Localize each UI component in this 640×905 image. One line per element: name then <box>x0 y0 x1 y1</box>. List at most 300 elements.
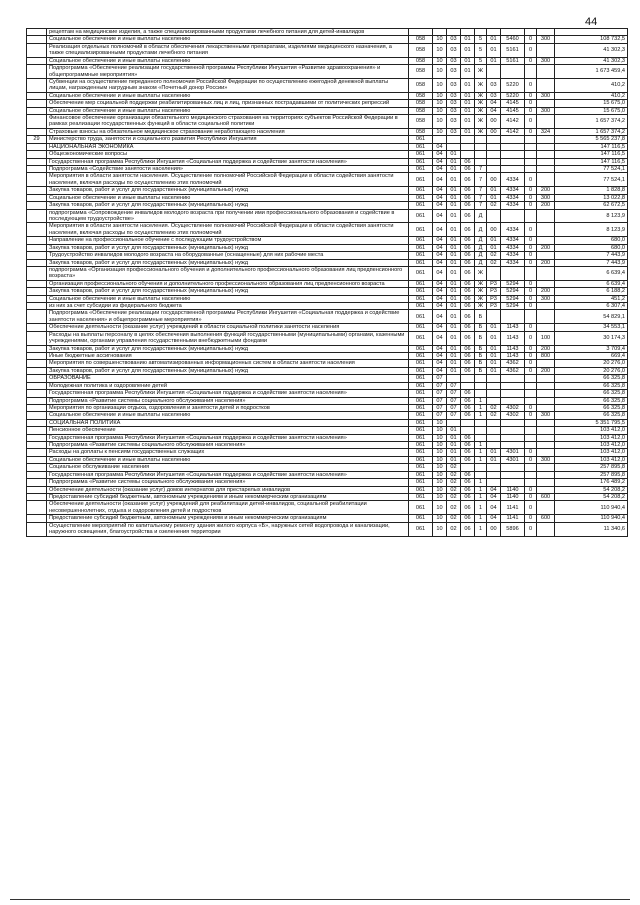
subsection-code-cell: 01 <box>447 442 461 449</box>
budget-table <box>26 28 628 537</box>
expense-type-code-cell: 300 <box>537 107 555 114</box>
sub-code-cell: 0 <box>525 331 537 345</box>
amount-cell: 680,0 <box>555 237 628 244</box>
expense-type-code-cell <box>537 434 555 441</box>
direction-code-cell <box>501 166 525 173</box>
activity-code-cell <box>487 209 501 223</box>
table-row <box>27 471 628 478</box>
direction-code-cell <box>501 419 525 426</box>
direction-code-cell <box>501 266 525 280</box>
activity-code-cell <box>487 65 501 79</box>
item-name-cell: Закупка товаров, работ и услуг для государственных (муниципальных) нужд <box>47 345 409 352</box>
subsection-code-cell <box>447 143 461 150</box>
sub-code-cell <box>525 209 537 223</box>
subprogram-code-cell: 5 <box>475 36 487 43</box>
table-row <box>27 43 628 57</box>
table-row <box>27 442 628 449</box>
ministry-code-cell: 061 <box>409 449 433 456</box>
row-number-cell <box>27 173 47 187</box>
activity-code-cell <box>487 390 501 397</box>
program-code-cell: 06 <box>461 187 475 194</box>
sub-code-cell <box>525 166 537 173</box>
table-row <box>27 310 628 324</box>
expense-type-code-cell: 200 <box>537 367 555 374</box>
subprogram-code-cell: Ж <box>475 295 487 302</box>
subsection-code-cell: 03 <box>447 115 461 129</box>
item-name-cell: Мероприятия в области занятости населения. Осуществление полномочий Российской Федерации в области содействия занятости населения, включая расходы по осуществлению этих полномочий <box>47 173 409 187</box>
subsection-code-cell: 01 <box>447 166 461 173</box>
sub-code-cell: 0 <box>525 501 537 515</box>
sub-code-cell: 0 <box>525 522 537 536</box>
expense-type-code-cell <box>537 449 555 456</box>
activity-code-cell: 04 <box>487 501 501 515</box>
table-row <box>27 456 628 463</box>
table-row <box>27 303 628 310</box>
program-code-cell: 06 <box>461 209 475 223</box>
item-name-cell: Обеспечение деятельности (оказание услуг) учреждений в области социальной политики занятости населения <box>47 324 409 331</box>
program-code-cell: 06 <box>461 331 475 345</box>
section-code-cell <box>433 29 447 36</box>
program-code-cell: 06 <box>461 237 475 244</box>
sub-code-cell: 0 <box>525 43 537 57</box>
activity-code-cell: 01 <box>487 367 501 374</box>
item-name-cell: Закупка товаров, работ и услуг для государственных (муниципальных) нужд <box>47 259 409 266</box>
subprogram-code-cell <box>475 29 487 36</box>
program-code-cell: 06 <box>461 288 475 295</box>
subsection-code-cell: 01 <box>447 360 461 367</box>
activity-code-cell <box>487 158 501 165</box>
section-code-cell: 10 <box>433 65 447 79</box>
row-number-cell <box>27 367 47 374</box>
amount-cell: 41 302,3 <box>555 43 628 57</box>
subsection-code-cell: 01 <box>447 252 461 259</box>
expense-type-code-cell: 300 <box>537 456 555 463</box>
item-name-cell: Обеспечение мер социальной поддержки реабилитированных лиц и лиц, признанных пострадавшими от политических репрессий <box>47 100 409 107</box>
ministry-code-cell: 058 <box>409 115 433 129</box>
direction-code-cell: 1143 <box>501 345 525 352</box>
subprogram-code-cell: Б <box>475 360 487 367</box>
ministry-code-cell: 061 <box>409 158 433 165</box>
table-row <box>27 280 628 287</box>
activity-code-cell: 02 <box>487 202 501 209</box>
expense-type-code-cell <box>537 266 555 280</box>
activity-code-cell: 01 <box>487 360 501 367</box>
item-name-cell: Подпрограмма «Развитие системы социального обслуживания населения» <box>47 397 409 404</box>
table-body <box>27 29 628 537</box>
amount-cell: 103 412,0 <box>555 434 628 441</box>
table-row <box>27 29 628 36</box>
subsection-code-cell: 02 <box>447 522 461 536</box>
direction-code-cell: 4142 <box>501 128 525 135</box>
expense-type-code-cell <box>537 43 555 57</box>
row-number-cell <box>27 494 47 501</box>
subprogram-code-cell: 1 <box>475 522 487 536</box>
ministry-code-cell: 061 <box>409 352 433 359</box>
sub-code-cell <box>525 464 537 471</box>
subprogram-code-cell <box>475 143 487 150</box>
program-code-cell <box>461 419 475 426</box>
ministry-code-cell: 061 <box>409 494 433 501</box>
table-row <box>27 209 628 223</box>
subsection-code-cell <box>447 419 461 426</box>
ministry-code-cell: 061 <box>409 259 433 266</box>
direction-code-cell: 1143 <box>501 331 525 345</box>
section-code-cell: 10 <box>433 78 447 92</box>
row-number-cell <box>27 324 47 331</box>
table-row <box>27 187 628 194</box>
subsection-code-cell: 03 <box>447 65 461 79</box>
item-name-cell: Закупка товаров, работ и услуг для государственных (муниципальных) нужд <box>47 202 409 209</box>
direction-code-cell: 4334 <box>501 187 525 194</box>
amount-cell: 147 116,5 <box>555 158 628 165</box>
subsection-code-cell: 02 <box>447 479 461 486</box>
item-name-cell: Социальное обслуживание населения <box>47 464 409 471</box>
section-code-cell: 10 <box>433 449 447 456</box>
item-name-cell: Направление на профессиональное обучение с последующим трудоустройством <box>47 237 409 244</box>
activity-code-cell: Р3 <box>487 295 501 302</box>
activity-code-cell: 01 <box>487 456 501 463</box>
activity-code-cell: 03 <box>487 92 501 99</box>
program-code-cell: 01 <box>461 92 475 99</box>
direction-code-cell: 4334 <box>501 194 525 201</box>
table-row <box>27 479 628 486</box>
item-name-cell: Государственная программа Республики Ингушетия «Социальная поддержка и содействие занятости населения» <box>47 390 409 397</box>
subsection-code-cell: 02 <box>447 501 461 515</box>
row-number-cell <box>27 29 47 36</box>
expense-type-code-cell: 200 <box>537 244 555 251</box>
expense-type-code-cell <box>537 404 555 411</box>
amount-cell: 669,4 <box>555 352 628 359</box>
subprogram-code-cell: 1 <box>475 479 487 486</box>
expense-type-code-cell <box>537 501 555 515</box>
item-name-cell: Подпрограмма «Обеспечение реализации государственной программы Республики Ингушетия «Развитие здравоохранения» и общепрограммные мероприятия» <box>47 65 409 79</box>
sub-code-cell: 0 <box>525 360 537 367</box>
sub-code-cell <box>525 427 537 434</box>
row-number-cell <box>27 434 47 441</box>
item-name-cell: Подпрограмма «Развитие системы социального обслуживания населения» <box>47 442 409 449</box>
sub-code-cell <box>525 390 537 397</box>
row-number-cell: 29 <box>27 136 47 143</box>
amount-cell: 1 828,8 <box>555 187 628 194</box>
expense-type-code-cell <box>537 397 555 404</box>
amount-cell: 15 675,0 <box>555 100 628 107</box>
expense-type-code-cell <box>537 173 555 187</box>
program-code-cell: 01 <box>461 107 475 114</box>
section-code-cell: 04 <box>433 352 447 359</box>
table-row <box>27 115 628 129</box>
sub-code-cell: 0 <box>525 515 537 522</box>
subsection-code-cell: 02 <box>447 494 461 501</box>
program-code-cell: 06 <box>461 449 475 456</box>
program-code-cell: 06 <box>461 412 475 419</box>
table-row <box>27 427 628 434</box>
program-code-cell: 01 <box>461 115 475 129</box>
amount-cell: 7 443,9 <box>555 252 628 259</box>
program-code-cell: 06 <box>461 390 475 397</box>
subsection-code-cell: 02 <box>447 471 461 478</box>
subsection-code-cell: 07 <box>447 382 461 389</box>
table-row <box>27 202 628 209</box>
direction-code-cell: 5294 <box>501 295 525 302</box>
direction-code-cell <box>501 464 525 471</box>
subprogram-code-cell: Ж <box>475 303 487 310</box>
row-number-cell <box>27 128 47 135</box>
ministry-code-cell: 061 <box>409 173 433 187</box>
subprogram-code-cell: Б <box>475 352 487 359</box>
table-row <box>27 151 628 158</box>
program-code-cell: 06 <box>461 280 475 287</box>
program-code-cell: 06 <box>461 345 475 352</box>
section-code-cell: 07 <box>433 382 447 389</box>
amount-cell: 54 208,2 <box>555 494 628 501</box>
expense-type-code-cell <box>537 479 555 486</box>
activity-code-cell <box>487 310 501 324</box>
program-code-cell: 06 <box>461 501 475 515</box>
amount-cell: 451,2 <box>555 295 628 302</box>
item-name-cell: Расходы на доплаты к пенсиям государственных служащих <box>47 449 409 456</box>
table-row <box>27 324 628 331</box>
section-code-cell: 04 <box>433 173 447 187</box>
section-code-cell: 04 <box>433 194 447 201</box>
expense-type-code-cell <box>537 486 555 493</box>
activity-code-cell: 01 <box>487 194 501 201</box>
ministry-code-cell: 061 <box>409 360 433 367</box>
subsection-code-cell: 01 <box>447 288 461 295</box>
row-number-cell <box>27 501 47 515</box>
amount-cell: 6 639,4 <box>555 266 628 280</box>
amount-cell: 5 565 237,8 <box>555 136 628 143</box>
ministry-code-cell: 058 <box>409 107 433 114</box>
table-row <box>27 464 628 471</box>
direction-code-cell: 1143 <box>501 352 525 359</box>
subsection-code-cell: 01 <box>447 324 461 331</box>
subprogram-code-cell: 1 <box>475 456 487 463</box>
program-code-cell: 01 <box>461 65 475 79</box>
sub-code-cell: 0 <box>525 57 537 64</box>
subsection-code-cell: 01 <box>447 266 461 280</box>
ministry-code-cell: 058 <box>409 65 433 79</box>
program-code-cell: 06 <box>461 479 475 486</box>
subprogram-code-cell <box>475 471 487 478</box>
ministry-code-cell: 061 <box>409 187 433 194</box>
item-name-cell: Мероприятия в области занятости населения. Осуществление полномочий Российской Федерации в области содействия занятости населения, включая расходы по осуществлению этих полномочий <box>47 223 409 237</box>
program-code-cell: 06 <box>461 360 475 367</box>
row-number-cell <box>27 419 47 426</box>
sub-code-cell <box>525 419 537 426</box>
subsection-code-cell: 03 <box>447 43 461 57</box>
expense-type-code-cell <box>537 151 555 158</box>
section-code-cell: 04 <box>433 345 447 352</box>
expense-type-code-cell <box>537 252 555 259</box>
row-number-cell <box>27 43 47 57</box>
subprogram-code-cell: 1 <box>475 397 487 404</box>
item-name-cell: Закупка товаров, работ и услуг для государственных (муниципальных) нужд <box>47 244 409 251</box>
subprogram-code-cell <box>475 158 487 165</box>
activity-code-cell <box>487 397 501 404</box>
ministry-code-cell: 061 <box>409 427 433 434</box>
subsection-code-cell: 01 <box>447 237 461 244</box>
table-row <box>27 404 628 411</box>
table-row <box>27 158 628 165</box>
row-number-cell <box>27 151 47 158</box>
ministry-code-cell: 061 <box>409 223 433 237</box>
item-name-cell: Социальное обеспечение и иные выплаты населению <box>47 57 409 64</box>
table-row <box>27 259 628 266</box>
sub-code-cell <box>525 158 537 165</box>
direction-code-cell <box>501 209 525 223</box>
program-code-cell: 06 <box>461 486 475 493</box>
activity-code-cell: 03 <box>487 78 501 92</box>
section-code-cell: 04 <box>433 223 447 237</box>
amount-cell: 62 672,5 <box>555 202 628 209</box>
activity-code-cell: 01 <box>487 449 501 456</box>
subsection-code-cell: 01 <box>447 202 461 209</box>
subprogram-code-cell: Д <box>475 259 487 266</box>
direction-code-cell: 4301 <box>501 456 525 463</box>
subprogram-code-cell: Ж <box>475 280 487 287</box>
ministry-code-cell: 061 <box>409 166 433 173</box>
ministry-code-cell: 058 <box>409 92 433 99</box>
sub-code-cell: 0 <box>525 456 537 463</box>
activity-code-cell <box>487 166 501 173</box>
section-code-cell: 04 <box>433 280 447 287</box>
program-code-cell: 06 <box>461 259 475 266</box>
item-name-cell: из них за счет субсидии из федерального бюджета <box>47 303 409 310</box>
expense-type-code-cell: 300 <box>537 92 555 99</box>
direction-code-cell: 5294 <box>501 303 525 310</box>
item-name-cell: Социальное обеспечение и иные выплаты населению <box>47 456 409 463</box>
activity-code-cell: 01 <box>487 244 501 251</box>
amount-cell: 66 325,8 <box>555 404 628 411</box>
expense-type-code-cell <box>537 115 555 129</box>
expense-type-code-cell <box>537 427 555 434</box>
table-row <box>27 515 628 522</box>
subprogram-code-cell <box>475 464 487 471</box>
expense-type-code-cell: 600 <box>537 515 555 522</box>
row-number-cell <box>27 352 47 359</box>
table-row <box>27 107 628 114</box>
program-code-cell <box>461 464 475 471</box>
ministry-code-cell: 061 <box>409 390 433 397</box>
item-name-cell: подпрограмма «Сопровождение инвалидов молодого возраста при получении ими профессионального образования и содействие в последующем трудоустройстве» <box>47 209 409 223</box>
expense-type-code-cell <box>537 237 555 244</box>
sub-code-cell: 0 <box>525 367 537 374</box>
subprogram-code-cell: Ж <box>475 65 487 79</box>
section-code-cell: 07 <box>433 412 447 419</box>
section-code-cell: 04 <box>433 259 447 266</box>
program-code-cell <box>461 382 475 389</box>
expense-type-code-cell <box>537 136 555 143</box>
activity-code-cell: 01 <box>487 345 501 352</box>
row-number-cell <box>27 187 47 194</box>
table-row <box>27 449 628 456</box>
direction-code-cell <box>501 471 525 478</box>
item-name-cell: Страховые взносы на обязательное медицинское страхование неработающего населения <box>47 128 409 135</box>
subprogram-code-cell: 1 <box>475 515 487 522</box>
subprogram-code-cell: 7 <box>475 166 487 173</box>
subprogram-code-cell: Ж <box>475 107 487 114</box>
section-code-cell: 10 <box>433 479 447 486</box>
sub-code-cell: 0 <box>525 494 537 501</box>
activity-code-cell: 01 <box>487 352 501 359</box>
row-number-cell <box>27 397 47 404</box>
expense-type-code-cell <box>537 280 555 287</box>
sub-code-cell: 0 <box>525 324 537 331</box>
activity-code-cell <box>487 375 501 382</box>
subprogram-code-cell: Ж <box>475 266 487 280</box>
subprogram-code-cell: Ж <box>475 128 487 135</box>
table-row <box>27 345 628 352</box>
sub-code-cell <box>525 29 537 36</box>
section-code-cell: 04 <box>433 331 447 345</box>
subprogram-code-cell: 1 <box>475 494 487 501</box>
sub-code-cell <box>525 442 537 449</box>
row-number-cell <box>27 427 47 434</box>
sub-code-cell: 0 <box>525 303 537 310</box>
activity-code-cell: 01 <box>487 331 501 345</box>
item-name-cell: Подпрограмма «Обеспечение реализации государственной программы Республики Ингушетия «Социальная поддержка и содействие занятости населения» и общепрограммные мероприятия» <box>47 310 409 324</box>
row-number-cell <box>27 471 47 478</box>
activity-code-cell: 04 <box>487 100 501 107</box>
section-code-cell: 07 <box>433 375 447 382</box>
table-row <box>27 434 628 441</box>
row-number-cell <box>27 100 47 107</box>
ministry-code-cell: 061 <box>409 136 433 143</box>
ministry-code-cell: 061 <box>409 288 433 295</box>
program-code-cell: 06 <box>461 515 475 522</box>
item-name-cell: Подпрограмма «Содействие занятости населения» <box>47 166 409 173</box>
activity-code-cell: 01 <box>487 57 501 64</box>
ministry-code-cell: 061 <box>409 331 433 345</box>
expense-type-code-cell <box>537 360 555 367</box>
ministry-code-cell: 061 <box>409 209 433 223</box>
row-number-cell <box>27 92 47 99</box>
table-row <box>27 100 628 107</box>
expense-type-code-cell <box>537 158 555 165</box>
sub-code-cell <box>525 375 537 382</box>
section-code-cell: 04 <box>433 295 447 302</box>
table-row <box>27 375 628 382</box>
direction-code-cell: 5220 <box>501 78 525 92</box>
section-code-cell: 10 <box>433 442 447 449</box>
row-number-cell <box>27 259 47 266</box>
activity-code-cell <box>487 151 501 158</box>
expense-type-code-cell <box>537 382 555 389</box>
table-row <box>27 173 628 187</box>
sub-code-cell <box>525 151 537 158</box>
table-row <box>27 128 628 135</box>
direction-code-cell <box>501 390 525 397</box>
amount-cell: 66 325,8 <box>555 397 628 404</box>
activity-code-cell: 00 <box>487 223 501 237</box>
ministry-code-cell: 061 <box>409 367 433 374</box>
program-code-cell: 01 <box>461 57 475 64</box>
row-number-cell <box>27 479 47 486</box>
expense-type-code-cell <box>537 209 555 223</box>
item-name-cell: НАЦИОНАЛЬНАЯ ЭКОНОМИКА <box>47 143 409 150</box>
subprogram-code-cell: 1 <box>475 442 487 449</box>
direction-code-cell: 1141 <box>501 501 525 515</box>
sub-code-cell: 0 <box>525 259 537 266</box>
sub-code-cell <box>525 143 537 150</box>
amount-cell: 3 709,4 <box>555 345 628 352</box>
sub-code-cell: 0 <box>525 486 537 493</box>
direction-code-cell: 1140 <box>501 494 525 501</box>
item-name-cell: Мероприятия по организации отдыха, оздоровления и занятости детей и подростков <box>47 404 409 411</box>
expense-type-code-cell: 200 <box>537 187 555 194</box>
expense-type-code-cell <box>537 65 555 79</box>
table-row <box>27 244 628 251</box>
